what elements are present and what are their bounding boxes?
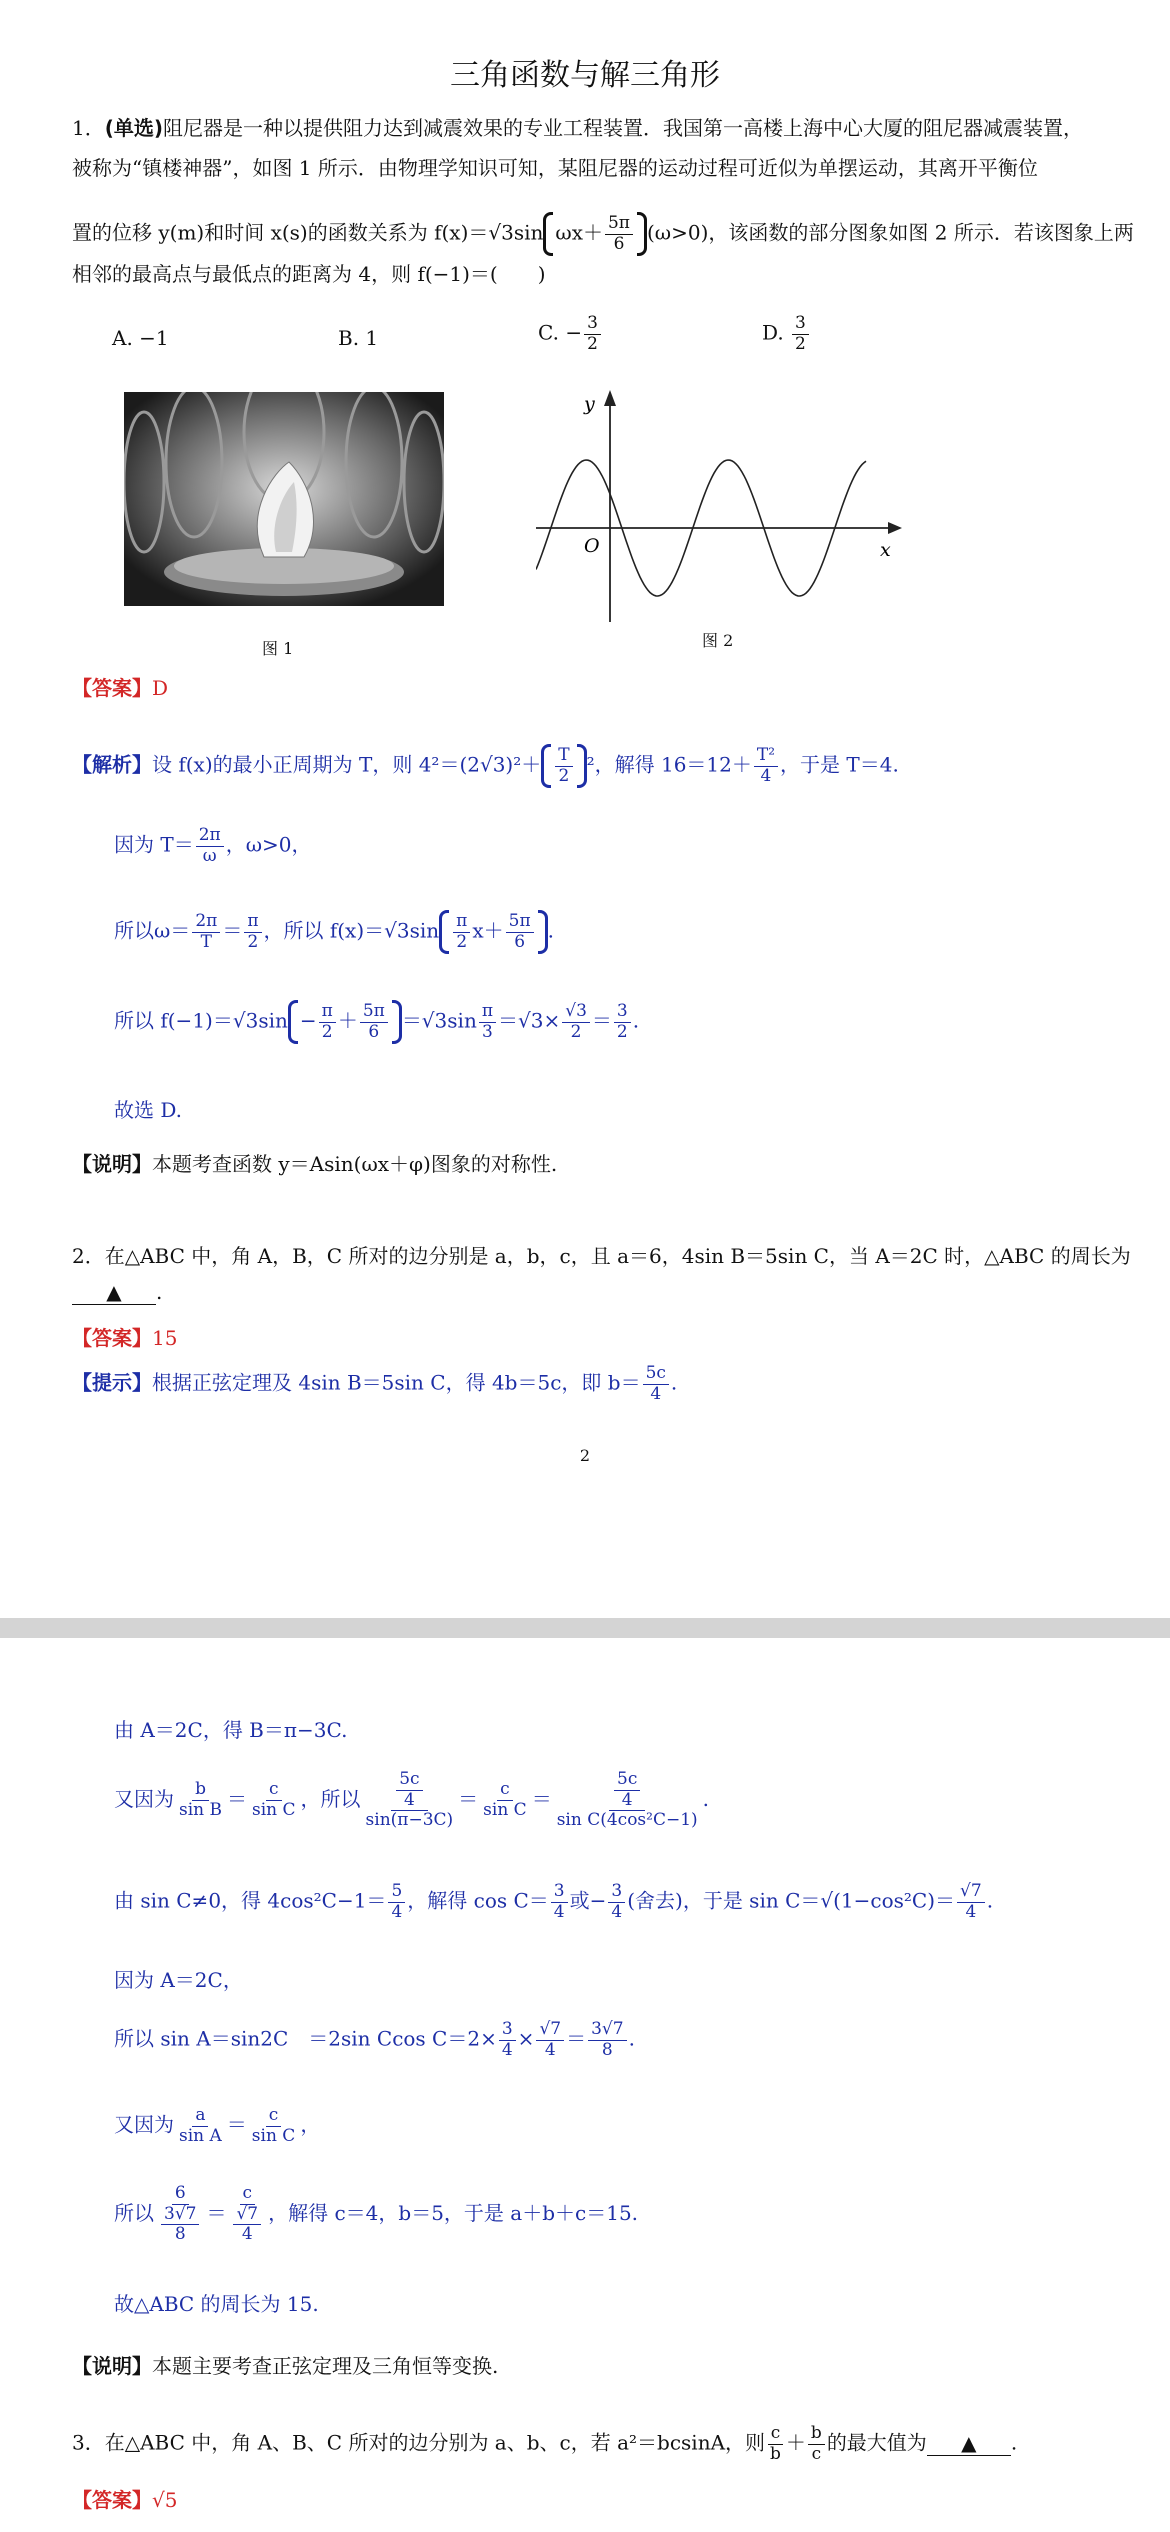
q1-line4: 相邻的最高点与最低点的距离为 4，则 f(−1)＝( ): [72, 262, 546, 286]
q1-analysis-2: 因为 T＝ $\frac{2\pi}{\omega}$ ，ω>0，: [114, 825, 312, 866]
q2-note: 【说明】本题主要考查正弦定理及三角恒等变换.: [72, 2354, 499, 2378]
fig1-caption: 图 1: [262, 639, 294, 658]
q1-analysis-5: 故选 D.: [114, 1098, 183, 1122]
q2-step-6: 又因为 $\frac{a}{\text{sin A}}$ ＝ $\frac{c}{\text{sin C}}$ ，: [114, 2105, 321, 2146]
origin-label: O: [584, 535, 600, 557]
q3-line: 3．在△ABC 中，角 A、B、C 所对的边分别为 a、b、c，若 a²＝bcsinA，则 $\frac{c}{b}$ ＋ $\frac{b}{c}$ 的最大值为 ▲ .: [72, 2423, 1018, 2464]
page-number: 2: [579, 1446, 591, 1465]
q1-analysis-4: 所以 f(−1)＝√3sin − $\frac{\pi}{2}$ ＋ $\frac{5\pi}{6}$ ＝√3sin $\frac{\pi}{3}$ ＝√3× $\frac{√3}{2}$ ＝ $\frac{3}{2}$ .: [114, 1000, 1170, 1044]
page-2: [0, 1638, 1170, 2532]
q2-step-7: 所以 $\frac{6}{\frac{3√7}{8}}$ ＝ $\frac{c}{\frac{√7}{4}}$ ，解得 c＝4，b＝5，于是 a＋b＋c＝15.: [114, 2183, 639, 2245]
q1-answer: 【答案】D: [72, 676, 169, 700]
q3-answer: 【答案】√5: [72, 2488, 178, 2512]
q1-type-tag: (单选): [104, 116, 164, 140]
choice-a[interactable]: A. −1: [112, 326, 169, 350]
q2-step-1: 由 A＝2C，得 B＝π−3C.: [114, 1718, 348, 1742]
q2-step-3: 由 sin C≠0，得 4cos²C−1＝ $\frac{5}{4}$ ，解得 cos C＝ $\frac{3}{4}$ 或− $\frac{3}{4}$ (舍去)，于是 sin C＝√(1−cos²C)＝ $\frac{√7}{4}$ .: [114, 1881, 994, 1922]
q2-line2: ▲ .: [72, 1280, 1170, 1305]
q1-line3: 置的位移 y(m)和时间 x(s)的函数关系为 f(x)＝√3sin ωx＋ $\frac{5\pi}{6}$ (ω>0)，该函数的部分图象如图 2 所示．若该图象上两: [72, 212, 1170, 256]
q2-hint: 【提示】根据正弦定理及 4sin B＝5sin C，得 4b＝5c，即 b＝ $\frac{5c}{4}$ .: [72, 1363, 678, 1404]
damper-photo: [124, 392, 444, 606]
q2-blank[interactable]: ▲: [72, 1280, 156, 1305]
sine-graph: [536, 388, 904, 628]
q1-analysis-1: 【解析】设 f(x)的最小正周期为 T，则 4²＝(2√3)²＋ $\frac{T}{2}$ ²，解得 16＝12＋ $\frac{\text{T²}}{4}$ ，于是 T＝4.: [72, 744, 1170, 788]
q1-note: 【说明】本题考查函数 y＝Asin(ωx＋φ)图象的对称性.: [72, 1152, 558, 1176]
choice-b[interactable]: B. 1: [338, 326, 379, 350]
q2-step-2: 又因为 $\frac{b}{\text{sin B}}$ ＝ $\frac{c}{\text{sin C}}$ ，所以 $\frac{\frac{5c}{4}}{\sin(\pi-3C)}$ ＝ $\frac{c}{\text{sin C}}$ ＝ $\frac{\frac{5c}{4}}{\text{sin C(4cos²C−1)}}$ .: [114, 1769, 710, 1831]
q2-answer: 【答案】15: [72, 1326, 178, 1350]
q2-step-8: 故△ABC 的周长为 15.: [114, 2292, 319, 2316]
choice-c[interactable]: C. − $\frac{3}{2}$: [538, 314, 603, 354]
q1-analysis-3: 所以ω＝ $\frac{2\pi}{T}$ ＝ $\frac{\pi}{2}$ ，所以 f(x)＝√3sin $\frac{\pi}{2}$ x＋ $\frac{5\pi}{6}$ .: [114, 910, 1170, 954]
y-axis-label: y: [584, 393, 595, 415]
choice-d[interactable]: D. $\frac{3}{2}$: [762, 314, 811, 354]
fig2-caption: 图 2: [702, 631, 734, 650]
page-title: 三角函数与解三角形: [450, 58, 720, 93]
q2-line1: 2．在△ABC 中，角 A，B，C 所对的边分别是 a，b，c，且 a＝6，4sin B＝5sin C，当 A＝2C 时，△ABC 的周长为: [72, 1244, 1131, 1268]
q1-line1: 1．(单选)阻尼器是一种以提供阻力达到减震效果的专业工程装置．我国第一高楼上海中心大厦的阻尼器减震装置，: [72, 116, 1084, 140]
q3-blank[interactable]: ▲: [927, 2431, 1011, 2456]
q1-line2: 被称为“镇楼神器”，如图 1 所示．由物理学知识可知，某阻尼器的运动过程可近似为单摆运动，其离开平衡位: [72, 156, 1038, 180]
q2-step-4: 因为 A＝2C，: [114, 1968, 243, 1992]
q2-step-5: 所以 sin A＝sin2C ＝2sin Ccos C＝2× $\frac{3}{4}$ × $\frac{√7}{4}$ ＝ $\frac{3√7}{8}$ .: [114, 2019, 635, 2060]
x-axis-label: x: [880, 539, 891, 561]
